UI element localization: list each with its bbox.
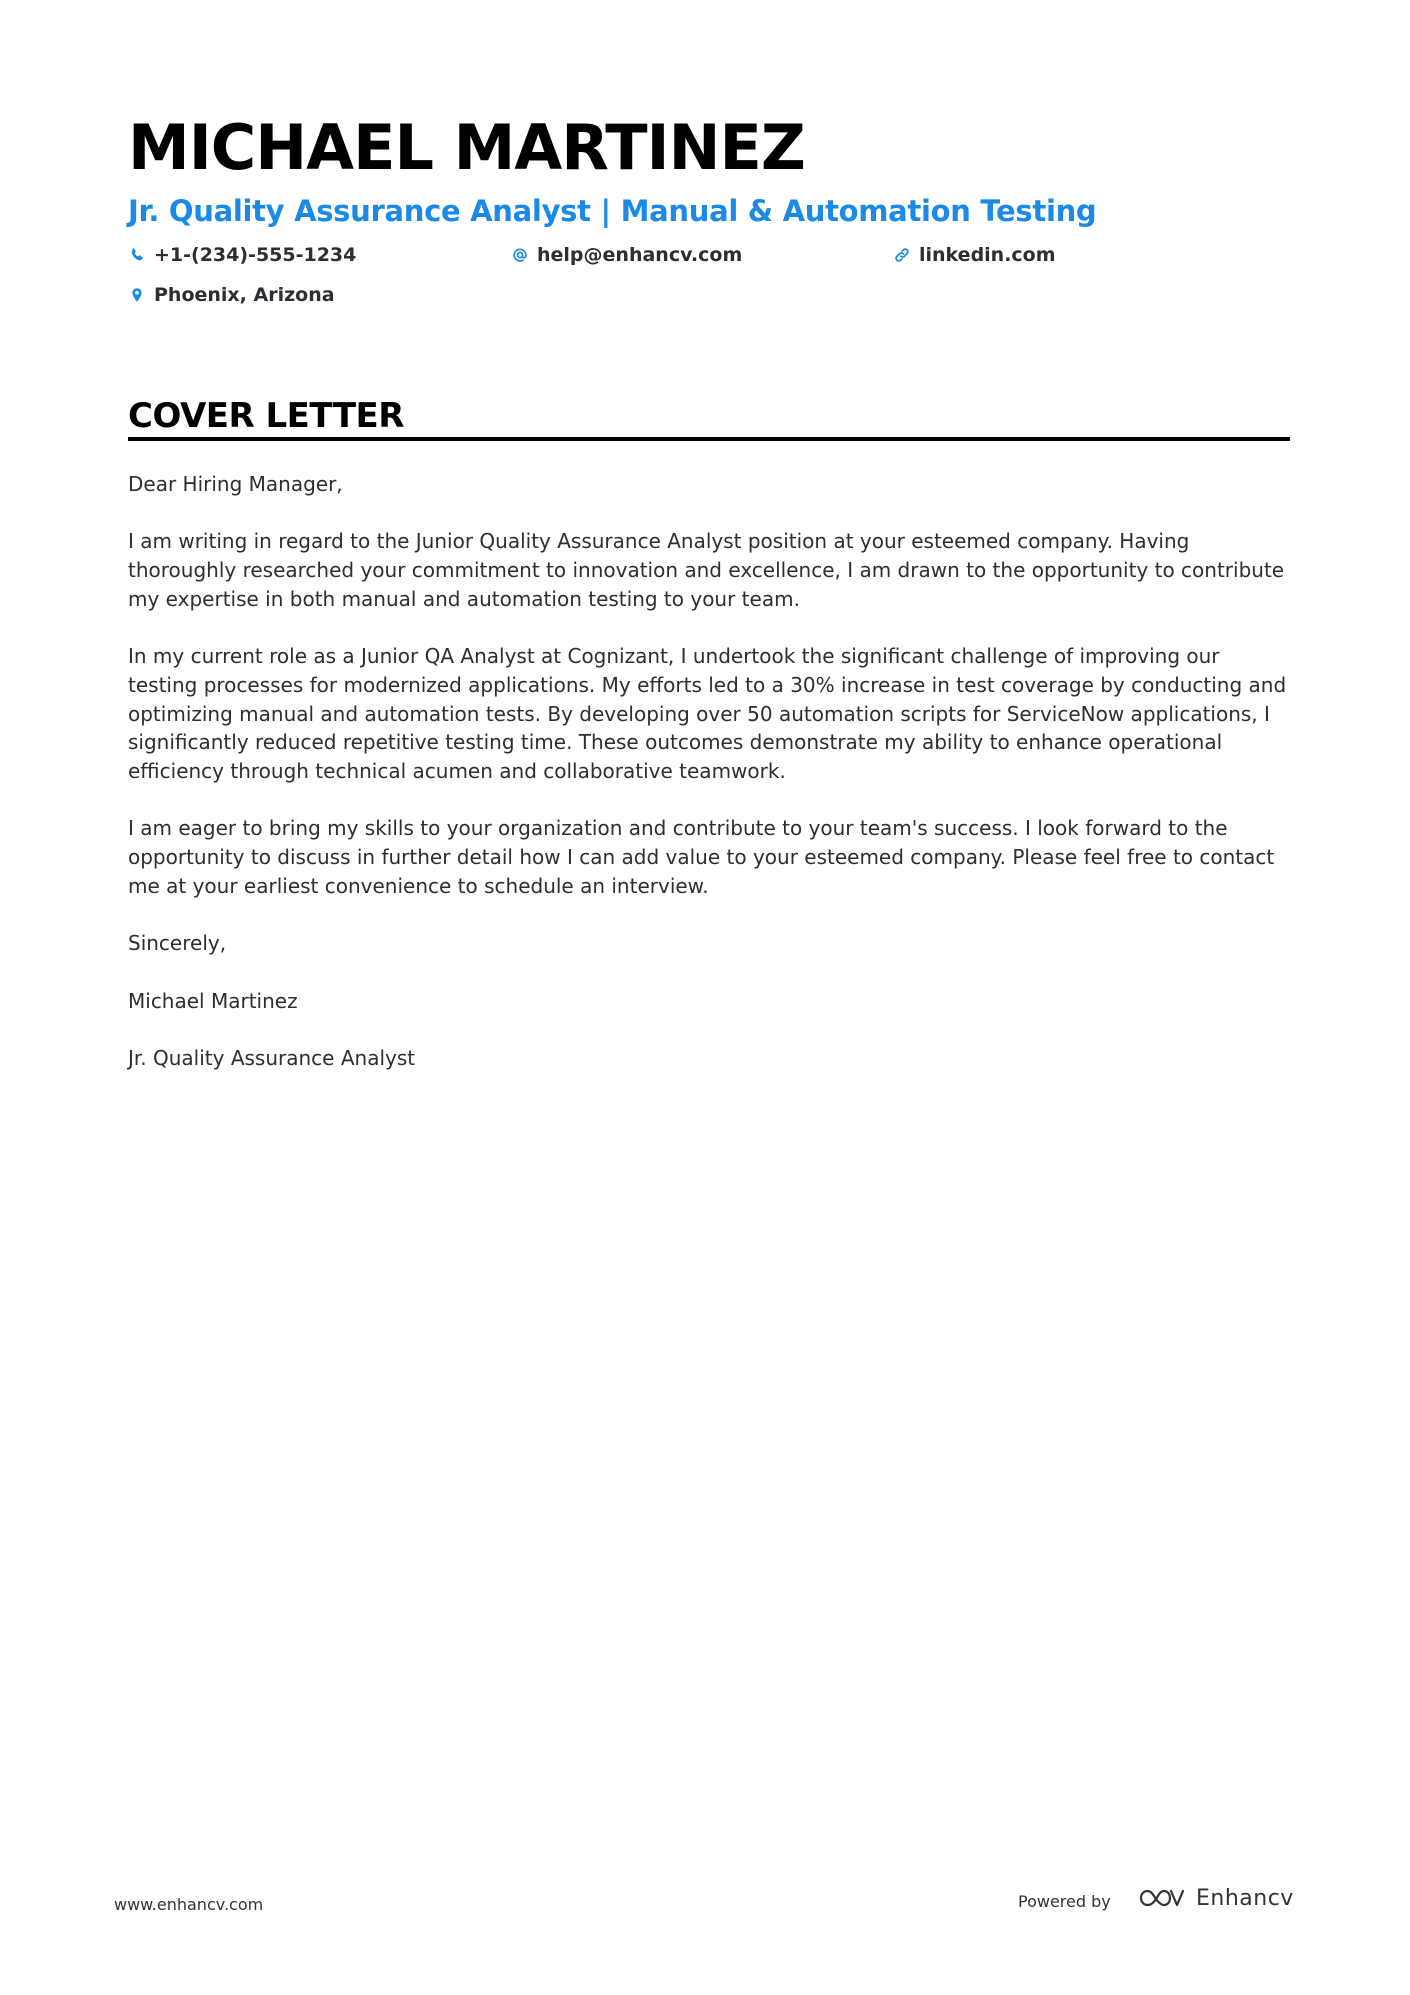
- letter-paragraph: I am eager to bring my skills to your organization and contribute to your team's success. I look forward to the opportunity to discuss in further detail how I can add value to your esteemed company. Please feel free to contact me at your earliest convenience to schedule an interview.: [128, 816, 1275, 898]
- signature-name: Michael Martinez: [128, 988, 298, 1013]
- link-icon: [893, 246, 911, 264]
- letter-paragraph: I am writing in regard to the Junior Quality Assurance Analyst position at your esteemed company. Having thoroughly researched your commitment to innovation and excellence, I am drawn to the opportunity to contribute my expertise in both manual and automation testing to your team.: [128, 529, 1285, 611]
- footer-url[interactable]: www.enhancv.com: [114, 1895, 264, 1914]
- powered-by-label: Powered by: [1018, 1892, 1111, 1911]
- letter-greeting: Dear Hiring Manager,: [128, 472, 343, 496]
- contact-location: [128, 283, 335, 307]
- candidate-title: Jr. Quality Assurance Analyst | Manual & Automation Testing: [128, 194, 1097, 228]
- letter-paragraph: In my current role as a Junior QA Analyst at Cognizant, I undertook the significant challenge of improving our testing processes for modernized applications. My efforts led to a 30% increase in test coverage by conducting and optimizing manual and automation tests. By developing over 50 automation scripts for ServiceNow applications, I significantly reduced repetitive testing time. These outcomes demonstrate my ability to enhance operational efficiency through technical acumen and collaborative teamwork.: [128, 644, 1287, 783]
- location-text: Phoenix, Arizona: [154, 284, 335, 306]
- brand-name: Enhancv: [1196, 1885, 1294, 1911]
- contact-link[interactable]: [893, 243, 1056, 267]
- candidate-name: MICHAEL MARTINEZ: [128, 111, 805, 184]
- location-pin-icon: [128, 286, 146, 304]
- section-title: COVER LETTER: [128, 396, 404, 436]
- link-text[interactable]: linkedin.com: [919, 244, 1056, 266]
- at-icon: [511, 246, 529, 264]
- section-divider: [128, 437, 1290, 441]
- brand-logo[interactable]: [1138, 1884, 1294, 1912]
- contact-email[interactable]: [511, 243, 742, 267]
- email-text[interactable]: help@enhancv.com: [537, 244, 743, 266]
- phone-icon: [128, 246, 146, 264]
- signature-title: Jr. Quality Assurance Analyst: [128, 1045, 416, 1070]
- enhancv-logo-icon: [1138, 1884, 1186, 1912]
- contact-phone: [128, 243, 356, 267]
- letter-closing: Sincerely,: [128, 931, 227, 956]
- phone-text: +1-(234)-555-1234: [154, 244, 357, 266]
- letter-body: [128, 470, 1290, 1101]
